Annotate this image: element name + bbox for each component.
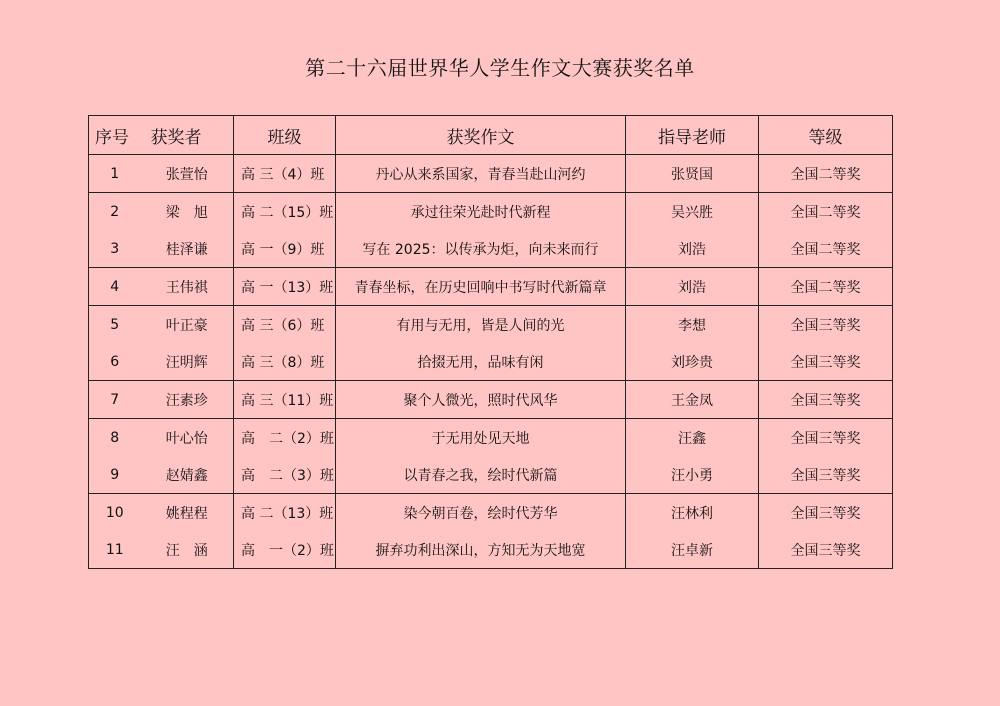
cell-class: 高 三（11）班 — [234, 381, 336, 419]
cell-teacher: 吴兴胜 — [626, 193, 759, 231]
cell-level: 全国二等奖 — [759, 155, 893, 193]
cell-class: 高 二（2）班 — [234, 419, 336, 457]
cell-class: 高 二（13）班 — [234, 494, 336, 532]
cell-teacher: 刘浩 — [626, 230, 759, 268]
header-name: 获奖者 — [141, 116, 234, 155]
cell-level: 全国二等奖 — [759, 230, 893, 268]
header-seq: 序号 — [89, 116, 141, 155]
table-header-row — [89, 116, 893, 155]
table-row — [89, 155, 893, 193]
cell-work: 青春坐标，在历史回响中书写时代新篇章 — [336, 268, 626, 306]
cell-class: 高 二（3）班 — [234, 456, 336, 494]
cell-class: 高 一（13）班 — [234, 268, 336, 306]
table-row — [89, 230, 893, 268]
cell-seq: 9 — [89, 456, 141, 494]
table-row — [89, 306, 893, 344]
cell-name: 汪素珍 — [141, 381, 234, 419]
cell-teacher: 汪林利 — [626, 494, 759, 532]
award-table — [88, 115, 893, 569]
table-row — [89, 343, 893, 381]
cell-name: 叶正豪 — [141, 306, 234, 344]
cell-teacher: 王金凤 — [626, 381, 759, 419]
page-title: 第二十六届世界华人学生作文大赛获奖名单 — [305, 56, 695, 80]
table-row — [89, 193, 893, 231]
cell-level: 全国三等奖 — [759, 494, 893, 532]
cell-work: 以青春之我，绘时代新篇 — [336, 456, 626, 494]
cell-seq: 4 — [89, 268, 141, 306]
cell-work: 拾掇无用，品味有闲 — [336, 343, 626, 381]
cell-work: 承过往荣光赴时代新程 — [336, 193, 626, 231]
cell-class: 高 一（2）班 — [234, 531, 336, 569]
cell-level: 全国三等奖 — [759, 343, 893, 381]
cell-level: 全国三等奖 — [759, 456, 893, 494]
cell-name: 叶心怡 — [141, 419, 234, 457]
table-row — [89, 494, 893, 532]
header-level: 等级 — [759, 116, 893, 155]
header-teacher: 指导老师 — [626, 116, 759, 155]
cell-seq: 10 — [89, 494, 141, 532]
cell-class: 高 一（9）班 — [234, 230, 336, 268]
cell-level: 全国三等奖 — [759, 306, 893, 344]
cell-seq: 1 — [89, 155, 141, 193]
cell-class: 高 三（8）班 — [234, 343, 336, 381]
cell-name: 王伟祺 — [141, 268, 234, 306]
cell-level: 全国三等奖 — [759, 531, 893, 569]
cell-seq: 5 — [89, 306, 141, 344]
table-row — [89, 268, 893, 306]
cell-teacher: 汪卓新 — [626, 531, 759, 569]
cell-teacher: 李想 — [626, 306, 759, 344]
cell-level: 全国二等奖 — [759, 268, 893, 306]
table-row — [89, 419, 893, 457]
cell-name: 梁 旭 — [141, 193, 234, 231]
cell-teacher: 汪鑫 — [626, 419, 759, 457]
cell-seq: 6 — [89, 343, 141, 381]
cell-level: 全国三等奖 — [759, 381, 893, 419]
header-work: 获奖作文 — [336, 116, 626, 155]
cell-work: 染今朝百卷，绘时代芳华 — [336, 494, 626, 532]
cell-teacher: 刘浩 — [626, 268, 759, 306]
cell-work: 写在 2025：以传承为炬，向未来而行 — [336, 230, 626, 268]
table-row — [89, 531, 893, 569]
cell-seq: 7 — [89, 381, 141, 419]
cell-work: 聚个人微光，照时代风华 — [336, 381, 626, 419]
cell-seq: 11 — [89, 531, 141, 569]
cell-name: 张萱怡 — [141, 155, 234, 193]
cell-class: 高 二（15）班 — [234, 193, 336, 231]
table-row — [89, 381, 893, 419]
cell-seq: 8 — [89, 419, 141, 457]
cell-name: 桂泽谦 — [141, 230, 234, 268]
cell-name: 汪明辉 — [141, 343, 234, 381]
header-class: 班级 — [234, 116, 336, 155]
cell-name: 赵婧鑫 — [141, 456, 234, 494]
cell-level: 全国二等奖 — [759, 193, 893, 231]
table-row — [89, 456, 893, 494]
cell-work: 有用与无用，皆是人间的光 — [336, 306, 626, 344]
cell-name: 姚程程 — [141, 494, 234, 532]
cell-level: 全国三等奖 — [759, 419, 893, 457]
cell-seq: 3 — [89, 230, 141, 268]
cell-teacher: 汪小勇 — [626, 456, 759, 494]
cell-work: 丹心从来系国家，青春当赴山河约 — [336, 155, 626, 193]
cell-work: 摒弃功利出深山，方知无为天地宽 — [336, 531, 626, 569]
cell-class: 高 三（4）班 — [234, 155, 336, 193]
cell-class: 高 三（6）班 — [234, 306, 336, 344]
cell-work: 于无用处见天地 — [336, 419, 626, 457]
cell-seq: 2 — [89, 193, 141, 231]
cell-teacher: 张贤国 — [626, 155, 759, 193]
cell-name: 汪 涵 — [141, 531, 234, 569]
cell-teacher: 刘珍贵 — [626, 343, 759, 381]
